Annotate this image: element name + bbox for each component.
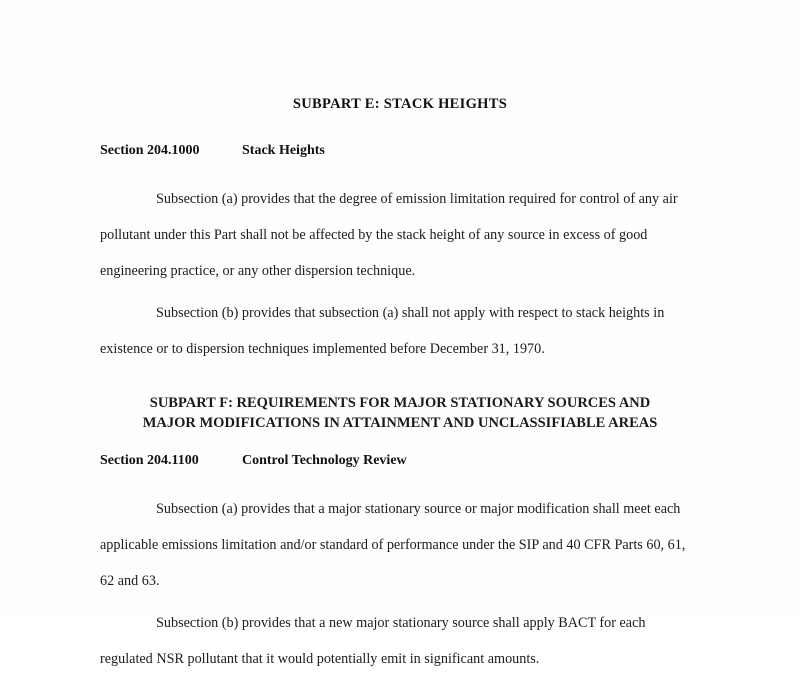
section-204-1100-header [100, 453, 700, 469]
paragraph-f-a-text: Subsection (a) provides that a major stationary source or major modification shall meet each applicable emissions limitation and/or standard of performance under the SIP and 40 CFR Parts 60, 61, 62 and 63. [100, 501, 686, 589]
paragraph-e-a-text: Subsection (a) provides that the degree of emission limitation required for control of any air pollutant under this Part shall not be affected by the stack height of any source in excess of good engineering practice, or any other dispersion technique. [100, 191, 678, 279]
paragraph-f-b [100, 605, 700, 677]
bottom-margin [100, 683, 700, 689]
section-204-1000-header [100, 143, 700, 159]
subpart-f-heading-line-2: MAJOR MODIFICATIONS IN ATTAINMENT AND UNCLASSIFIABLE AREAS [142, 415, 658, 431]
paragraph-e-b-text: Subsection (b) provides that subsection (a) shall not apply with respect to stack heights in existence or to dispersion techniques implemented before December 31, 1970. [100, 305, 665, 357]
paragraph-e-a [100, 181, 700, 289]
subpart-f-heading [100, 393, 700, 433]
subpart-f-heading-line-1: SUBPART F: REQUIREMENTS FOR MAJOR STATIONARY SOURCES AND [149, 395, 651, 411]
paragraph-f-b-text: Subsection (b) provides that a new major stationary source shall apply BACT for each regulated NSR pollutant that it would potentially emit in significant amounts. [100, 615, 646, 667]
section-204-1100-number: Section 204.1100 [100, 453, 199, 468]
paragraph-e-b [100, 295, 700, 367]
section-204-1000-number: Section 204.1000 [100, 143, 200, 158]
subpart-e-heading: SUBPART E: STACK HEIGHTS [292, 96, 508, 112]
paragraph-f-a [100, 491, 700, 599]
top-margin [100, 0, 700, 96]
section-204-1100-title: Control Technology Review [242, 453, 407, 468]
section-204-1000-title: Stack Heights [242, 143, 325, 158]
